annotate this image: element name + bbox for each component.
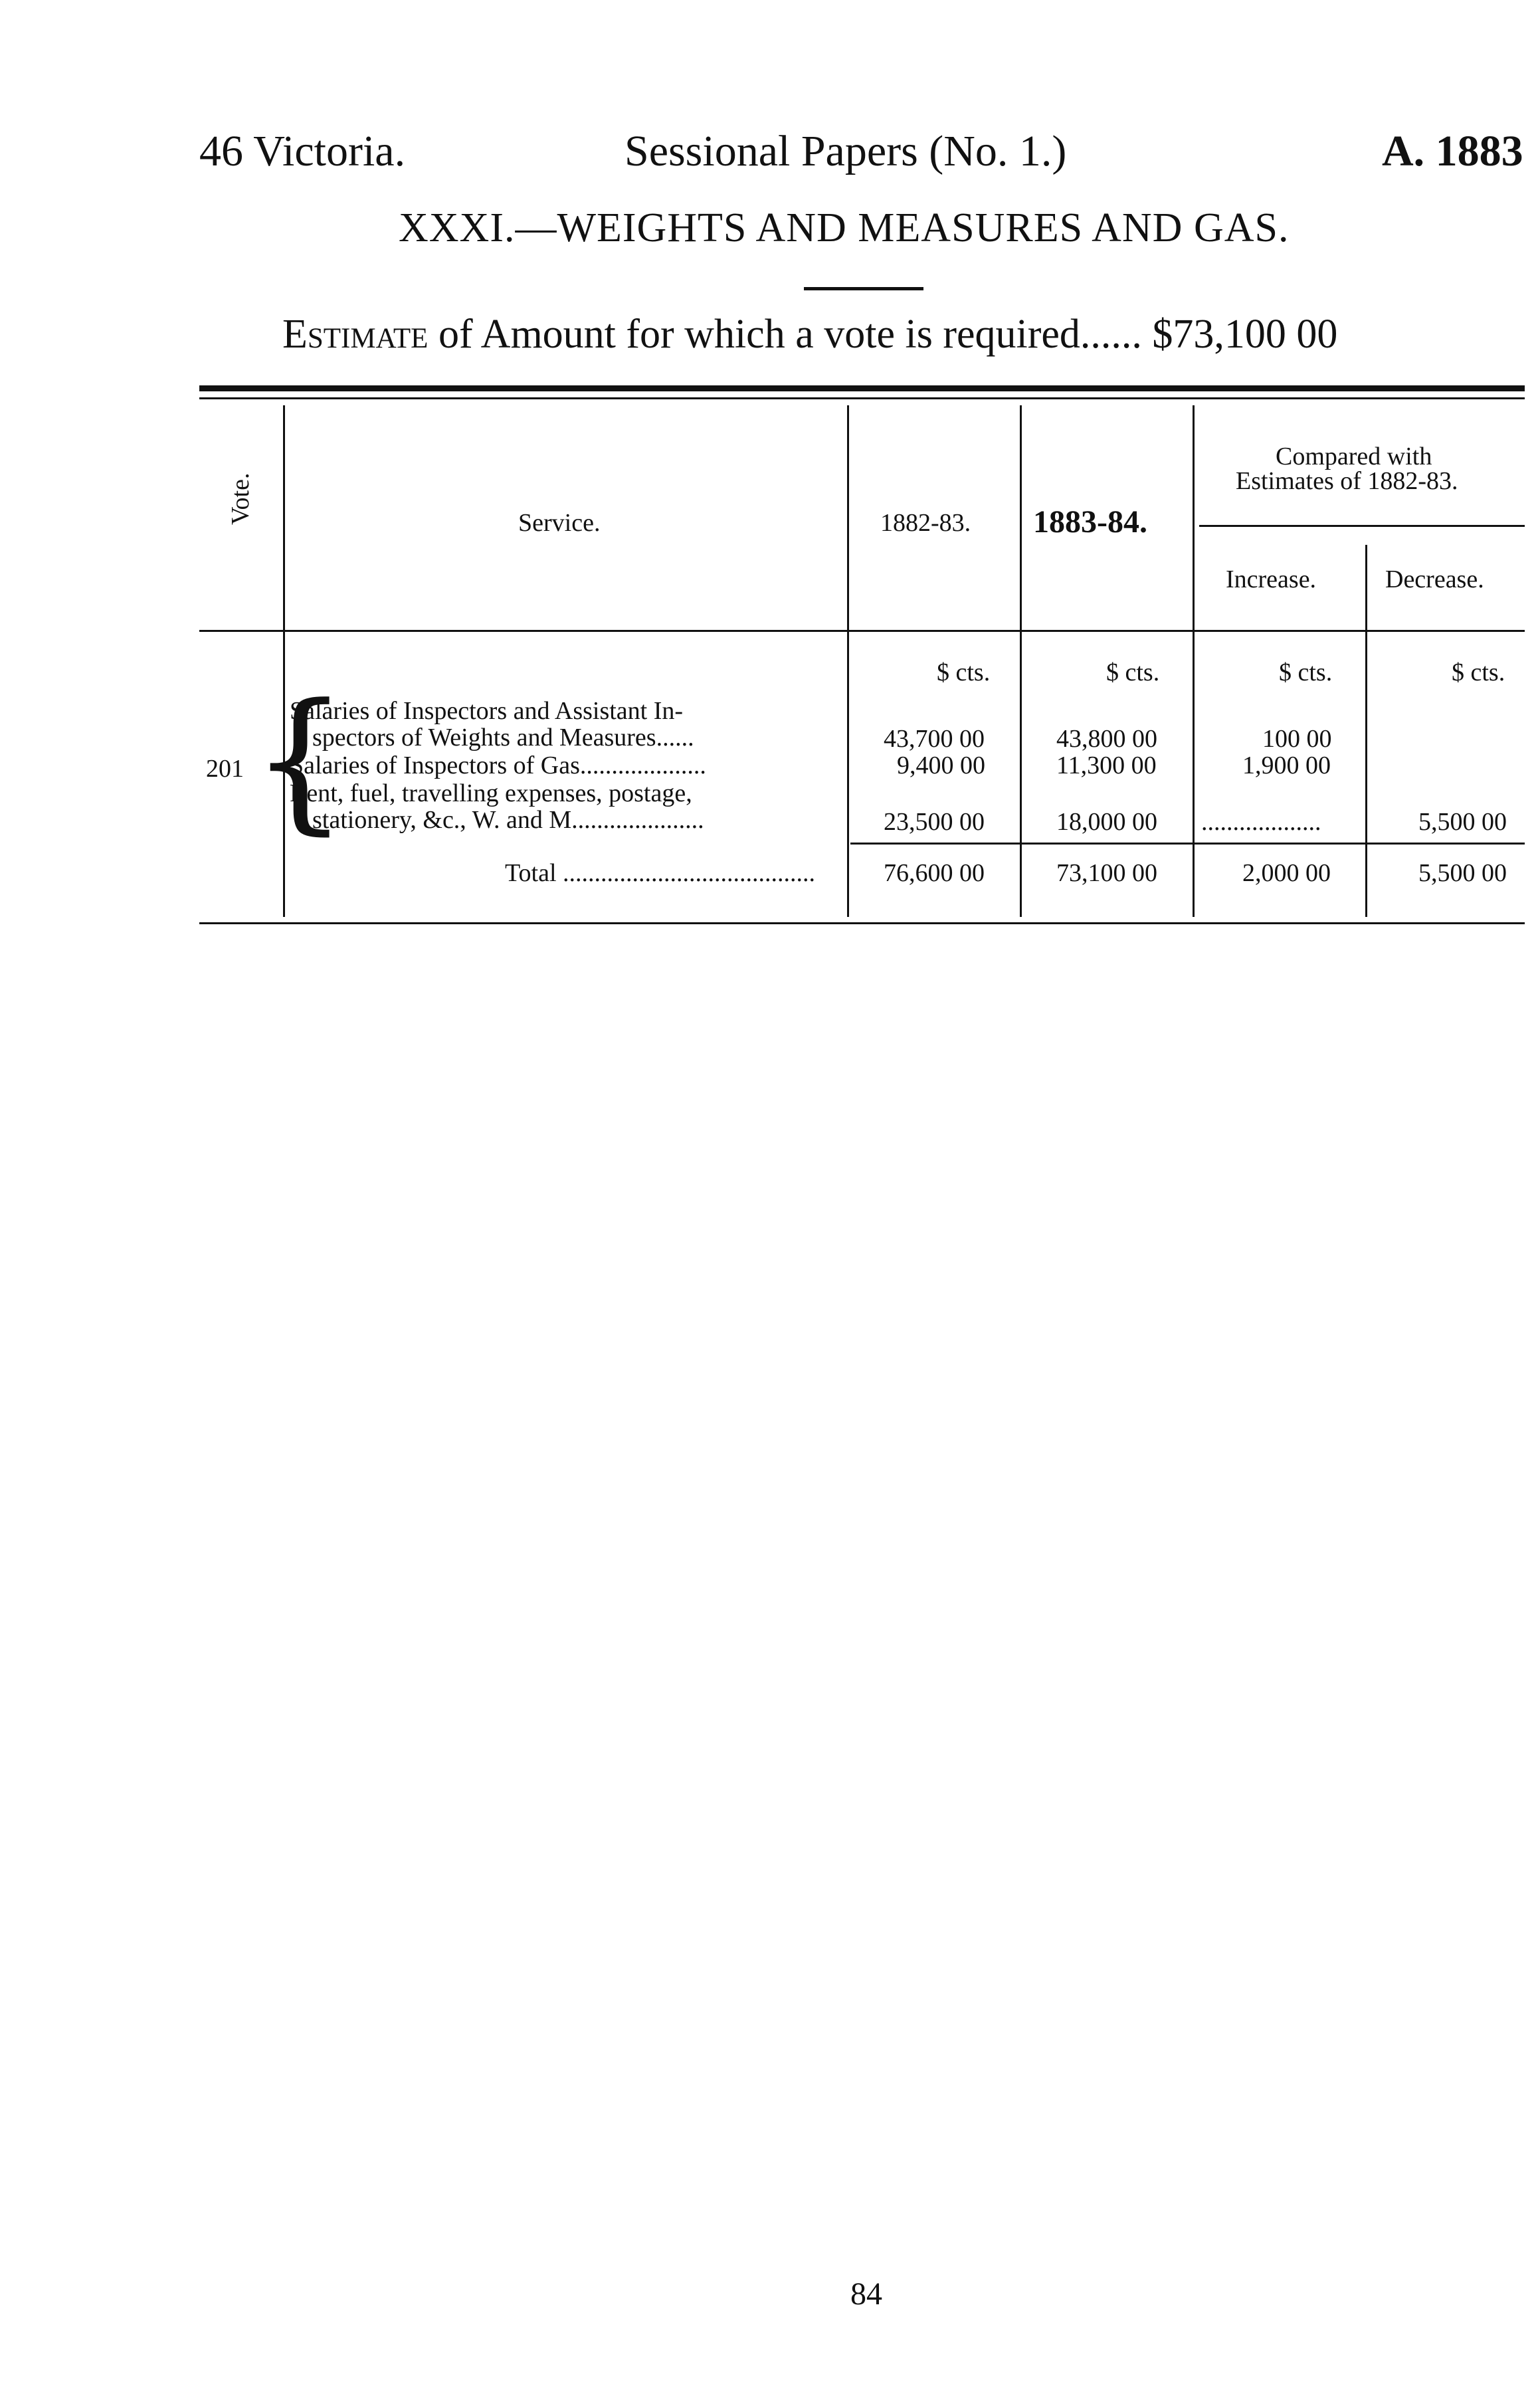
increase-header: Increase. xyxy=(1226,565,1317,593)
col-rule-service xyxy=(847,405,849,917)
row3-prev: 23,500 00 xyxy=(884,808,985,836)
row3-service-line1: Rent, fuel, travelling expenses, postage, xyxy=(290,779,692,807)
compared-rule xyxy=(1199,525,1525,527)
row2-curr: 11,300 00 xyxy=(1056,751,1157,779)
total-curr: 73,100 00 xyxy=(1056,859,1157,887)
header-left: 46 Victoria. xyxy=(199,127,406,175)
estimate-label: Estimate xyxy=(282,312,429,357)
row2-increase: 1,900 00 xyxy=(1242,751,1331,779)
estimate-amount: $73,100 00 xyxy=(1152,312,1338,357)
service-header: Service. xyxy=(518,509,601,537)
row2-service-line1: Salaries of Inspectors of Gas.................... xyxy=(290,751,706,779)
total-decrease: 5,500 00 xyxy=(1418,859,1507,887)
estimate-line xyxy=(282,311,1337,358)
table-bottom-rule xyxy=(199,922,1525,924)
row3-curr: 18,000 00 xyxy=(1056,808,1157,836)
unit-curr: $ cts. xyxy=(1106,658,1160,686)
compared-header: Compared with xyxy=(1276,443,1432,470)
sum-rule xyxy=(850,843,1525,845)
unit-prev: $ cts. xyxy=(937,658,991,686)
col-rule-inc xyxy=(1365,545,1367,917)
page-number: 84 xyxy=(850,2276,882,2312)
vote-header: Vote. xyxy=(227,472,254,525)
total-increase: 2,000 00 xyxy=(1242,859,1331,887)
total-prev: 76,600 00 xyxy=(884,859,985,887)
row1-curr: 43,800 00 xyxy=(1056,725,1157,753)
curr-year-header: 1883-84. xyxy=(1033,504,1147,540)
vote-brace: { xyxy=(251,672,349,849)
unit-inc: $ cts. xyxy=(1279,658,1333,686)
total-label: Total ........................................ xyxy=(505,859,816,887)
row3-increase: ................... xyxy=(1201,808,1321,836)
title-divider xyxy=(804,287,923,290)
header-right: A. 1883 xyxy=(1382,127,1523,175)
row3-service-line2: stationery, &c., W. and M..................... xyxy=(312,806,704,834)
col-rule-prev xyxy=(1020,405,1022,917)
compared-header-2: Estimates of 1882-83. xyxy=(1236,467,1458,495)
decrease-header: Decrease. xyxy=(1385,565,1484,593)
header-bottom-rule xyxy=(199,630,1525,632)
estimate-text: of Amount for which a vote is required...... xyxy=(438,312,1142,357)
page-title: XXXI.—WEIGHTS AND MEASURES AND GAS. xyxy=(399,205,1290,250)
row3-decrease: 5,500 00 xyxy=(1418,808,1507,836)
table-top-rule-thin xyxy=(199,397,1525,399)
col-rule-curr xyxy=(1193,405,1195,917)
row1-prev: 43,700 00 xyxy=(884,725,985,753)
vote-number: 201 xyxy=(206,755,244,783)
prev-year-header: 1882-83. xyxy=(880,509,971,537)
table-top-rule xyxy=(199,385,1525,391)
unit-dec: $ cts. xyxy=(1452,658,1505,686)
header-center: Sessional Papers (No. 1.) xyxy=(625,127,1067,175)
row2-prev: 9,400 00 xyxy=(897,751,985,779)
row1-service-line2: spectors of Weights and Measures...... xyxy=(312,724,694,751)
row1-increase: 100 00 xyxy=(1262,725,1332,753)
row1-service-line1: Salaries of Inspectors and Assistant In- xyxy=(290,697,684,725)
